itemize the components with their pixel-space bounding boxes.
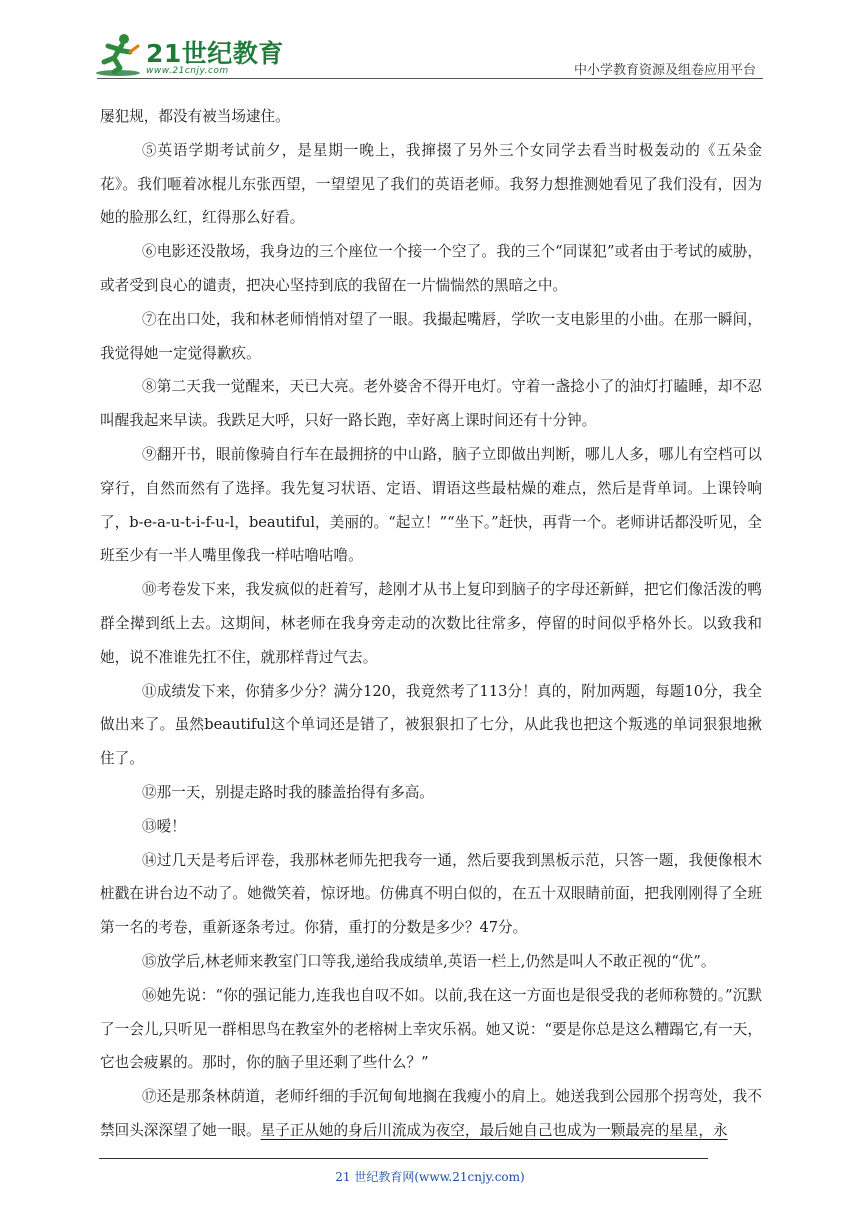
paragraph: 屡犯规，都没有被当场逮住。: [100, 108, 290, 125]
footer-divider: [99, 1158, 708, 1159]
underlined-sentence: 星子正从她的身后川流成为夜空，最后她自己也成为一颗最亮的星星，永: [260, 1121, 728, 1139]
paragraph: ⑬嗳！: [142, 817, 186, 835]
last-paragraph-plain: ⑰还是那条林荫道，老师纤细的手沉甸甸地搁在我瘦小的肩上。她送我到公园那个拐弯处，我不禁回头深深望了她一眼。: [100, 1088, 762, 1139]
header-divider: [97, 78, 763, 79]
paragraph: ⑯她先说：“你的强记能力,连我也自叹不如。以前,我在这一方面也是很受我的老师称赞的。”沉默了一会儿,只听见一群相思鸟在教室外的老榕树上幸灾乐祸。她又说：“要是你总是这么糟蹋它,有一天，它也会疲累的。那时，你的脑子里还剩了些什么？”: [100, 986, 762, 1072]
platform-name: 中小学教育资源及组卷应用平台: [573, 63, 756, 78]
site-logo: [94, 32, 284, 80]
article-body: [100, 100, 762, 1148]
footer-link[interactable]: 21 世纪教育网(www.21cnjy.com): [335, 1170, 525, 1184]
paragraph: ⑪成绩发下来，你猜多少分？满分120，我竟然考了113分！真的，附加两题，每题10分，我全做出来了。虽然beautiful这个单词还是错了，被狠狠扣了七分，从此我也把这个叛逃的单词狠狠地揪住了。: [100, 682, 762, 768]
paragraph: ⑦在出口处，我和林老师悄悄对望了一眼。我撮起嘴唇，学吹一支电影里的小曲。在那一瞬间，我觉得她一定觉得歉疚。: [100, 310, 762, 362]
paragraph: ⑤英语学期考试前夕，是星期一晚上，我撺掇了另外三个女同学去看当时极轰动的《五朵金花》。我们咂着冰棍儿东张西望，一望望见了我们的英语老师。我努力想推测她看见了我们没有，因为她的脸那么红，红得那么好看。: [100, 141, 762, 227]
paragraph: ⑧第二天我一觉醒来，天已大亮。老外婆舍不得开电灯。守着一盏捻小了的油灯打瞌睡，却不忍叫醒我起来早读。我跌足大呼，只好一路长跑，幸好离上课时间还有十分钟。: [100, 378, 762, 430]
paragraph: ⑥电影还没散场，我身边的三个座位一个接一个空了。我的三个“同谋犯”或者由于考试的威胁，或者受到良心的谴责，把决心坚持到底的我留在一片惴惴然的黑暗之中。: [100, 243, 762, 294]
logo-url: www.21cnjy.com: [146, 66, 229, 76]
paragraph: ⑩考卷发下来，我发疯似的赶着写，趁刚才从书上复印到脑子的字母还新鲜，把它们像活泼的鸭群全撵到纸上去。这期间，林老师在我身旁走动的次数比往常多，停留的时间似乎格外长。以致我和她，说不准谁先扛不住，就那样背过气去。: [100, 581, 762, 666]
paragraph: ⑮放学后,林老师来教室门口等我,递给我成绩单,英语一栏上,仍然是叫人不敢正视的“优”。: [142, 952, 716, 970]
logo-text: 21世纪教育: [146, 39, 284, 68]
paragraph: ⑫那一天，别提走路时我的膝盖抬得有多高。: [142, 783, 434, 801]
paragraph-last: [100, 1080, 762, 1148]
paragraph: ⑭过几天是考后评卷，我那林老师先把我夸一通，然后要我到黑板示范，只答一题，我便像根木桩戳在讲台边不动了。她微笑着，惊讶地。仿佛真不明白似的，在五十双眼睛前面，把我刚刚得了全班第一名的考卷，重新逐条考过。你猜，重打的分数是多少？47分。: [100, 851, 762, 937]
paragraph: ⑨翻开书，眼前像骑自行车在最拥挤的中山路，脑子立即做出判断，哪儿人多，哪儿有空档可以穿行，自然而然有了选择。我先复习状语、定语、谓语这些最枯燥的难点，然后是背单词。上课铃响了，b-e-a-u-t-i-f-u-l，beautiful，美丽的。“起立！”“坐下。”赶快，再背一个。老师讲话都没听见，全班至少有一半人嘴里像我一样咕噜咕噜。: [100, 445, 762, 565]
page-header: [0, 0, 860, 84]
runner-logo-icon: [94, 32, 144, 78]
